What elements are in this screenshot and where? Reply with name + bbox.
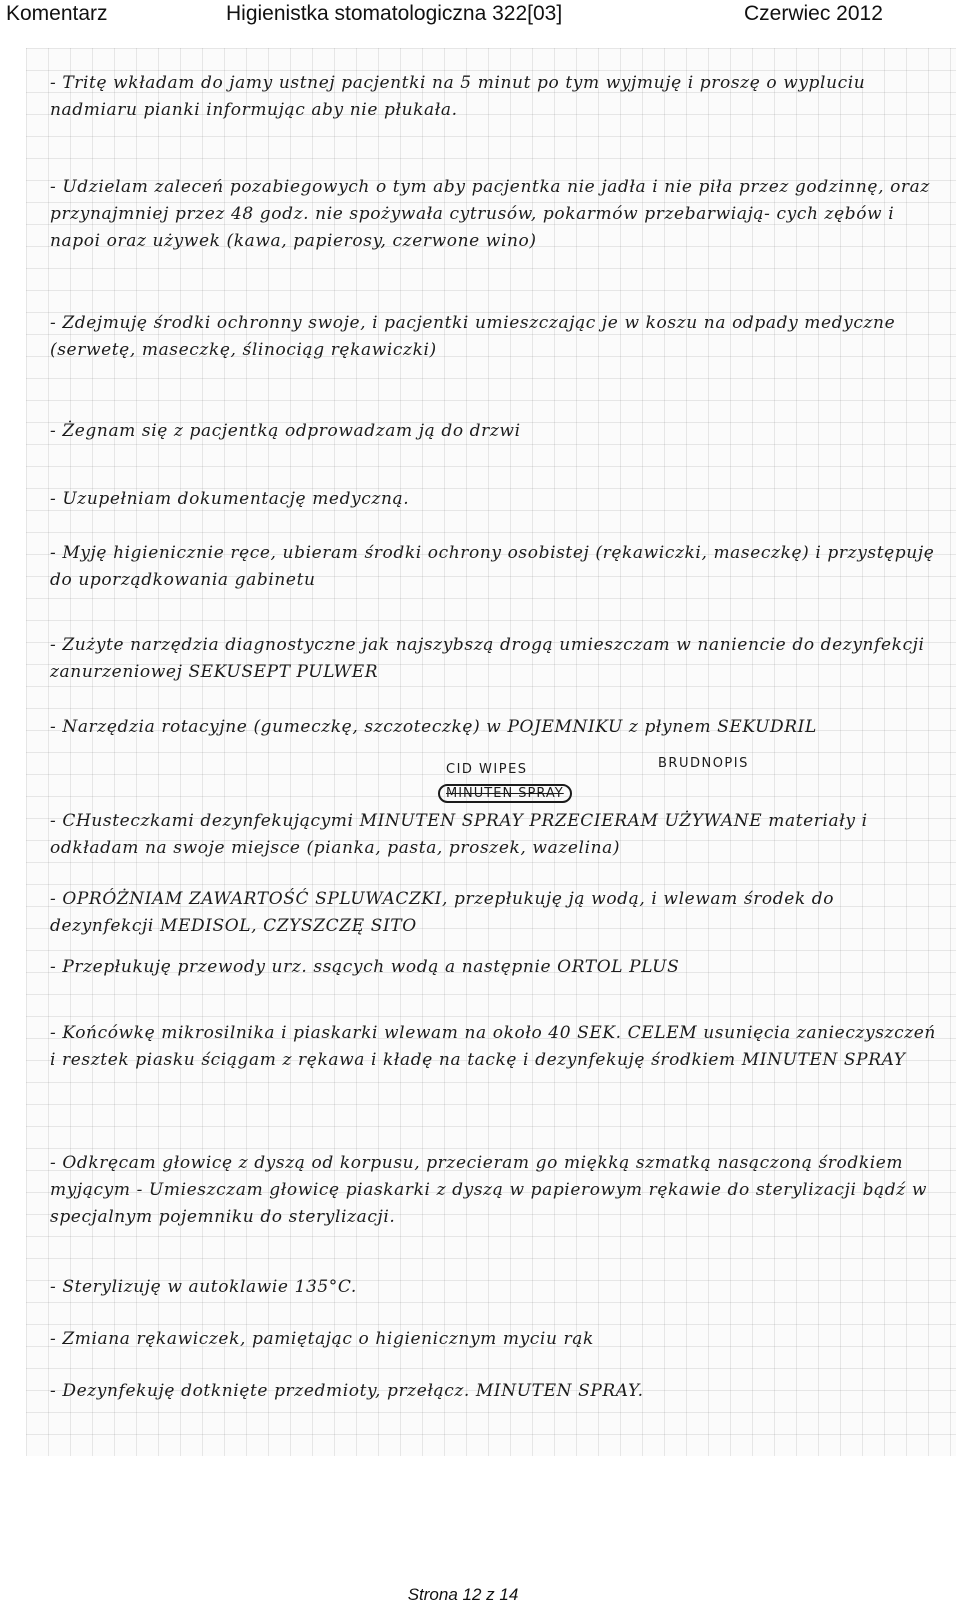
handwritten-paragraph-9: - CHusteczkami dezynfekującymi MINUTEN SPRAY PRZECIERAM UŻYWANE materiały i odkładam na swoje miejsce (pianka, pasta, proszek, wazelina) (50, 811, 868, 858)
struck-out-label: MINUTEN SPRAY (438, 784, 572, 803)
header-left-label: Komentarz (6, 2, 108, 25)
handwritten-paragraph-16: - Dezynfekuję dotknięte przedmioty, przełącz. MINUTEN SPRAY. (50, 1381, 644, 1401)
page-header (0, 0, 960, 30)
annotation-brudnopis: BRUDNOPIS (658, 756, 749, 771)
page-footer (0, 1585, 960, 1605)
handwritten-paragraph-4: - Żegnam się z pacjentką odprowadzam ją do drzwi (50, 421, 521, 441)
handwritten-paragraph-1: - Tritę wkładam do jamy ustnej pacjentki na 5 minut po tym wyjmuję i proszę o wypluciu nadmiaru pianki informując aby nie płukała. (50, 73, 866, 120)
page-number: Strona 12 z 14 (407, 1585, 519, 1604)
handwritten-paragraph-11: - Przepłukuję przewody urz. ssących wodą a następnie ORTOL PLUS (50, 957, 680, 977)
handwritten-paragraph-2: - Udzielam zaleceń pozabiegowych o tym aby pacjentka nie jadła i nie piła przez godzinnę, oraz przynajmniej przez 48 godz. nie spożywała cytrusów, pokarmów przebarwiają- cych zębów i napoi oraz używek (kawa, papierosy, czerwone wino) (50, 177, 930, 251)
handwritten-paragraph-8: - Narzędzia rotacyjne (gumeczkę, szczoteczkę) w POJEMNIKU z płynem SEKUDRIL (50, 717, 817, 737)
handwritten-paragraph-6: - Myję higienicznie ręce, ubieram środki ochrony osobistej (rękawiczki, maseczkę) i przystępuję do uporządkowania gabinetu (50, 543, 935, 590)
header-center-title: Higienistka stomatologiczna 322[03] (226, 2, 563, 25)
handwritten-paragraph-3: - Zdejmuję środki ochronny swoje, i pacjentki umieszczając je w koszu na odpady medyczne (serwetę, maseczkę, ślinociąg rękawiczki) (50, 313, 896, 360)
header-right-date: Czerwiec 2012 (744, 2, 883, 25)
handwritten-paragraph-5: - Uzupełniam dokumentację medyczną. (50, 489, 410, 509)
handwritten-paragraph-13: - Odkręcam głowicę z dyszą od korpusu, przecieram go miękką szmatką nasączoną środkiem myjącym - Umieszczam głowicę piaskarki z dyszą w papierowym rękawie do sterylizacji bądź w specjalnym pojemniku do sterylizacji. (50, 1153, 927, 1227)
handwritten-sheet (26, 48, 956, 1456)
handwritten-paragraph-7: - Zużyte narzędzia diagnostyczne jak najszybszą drogą umieszczam w naniencie do dezynfekcji zanurzeniowej SEKUSEPT PULWER (50, 635, 925, 682)
handwritten-paragraph-12: - Końcówkę mikrosilnika i piaskarki wlewam na około 40 SEK. CELEM usunięcia zanieczyszczeń i resztek piasku ściągam z rękawa i kładę na tackę i dezynfekuję środkiem MINUTEN SPRAY (50, 1023, 936, 1070)
annotation-cid-wipes: CID WIPES (446, 762, 528, 777)
handwritten-paragraph-15: - Zmiana rękawiczek, pamiętając o higienicznym myciu rąk (50, 1329, 594, 1349)
handwritten-paragraph-14: - Sterylizuję w autoklawie 135°C. (50, 1277, 357, 1297)
handwritten-paragraph-10: - OPRÓŻNIAM ZAWARTOŚĆ SPLUWACZKI, przepłukuję ją wodą, i wlewam środek do dezynfekcji MEDISOL, CZYSZCZĘ SITO (50, 889, 835, 936)
